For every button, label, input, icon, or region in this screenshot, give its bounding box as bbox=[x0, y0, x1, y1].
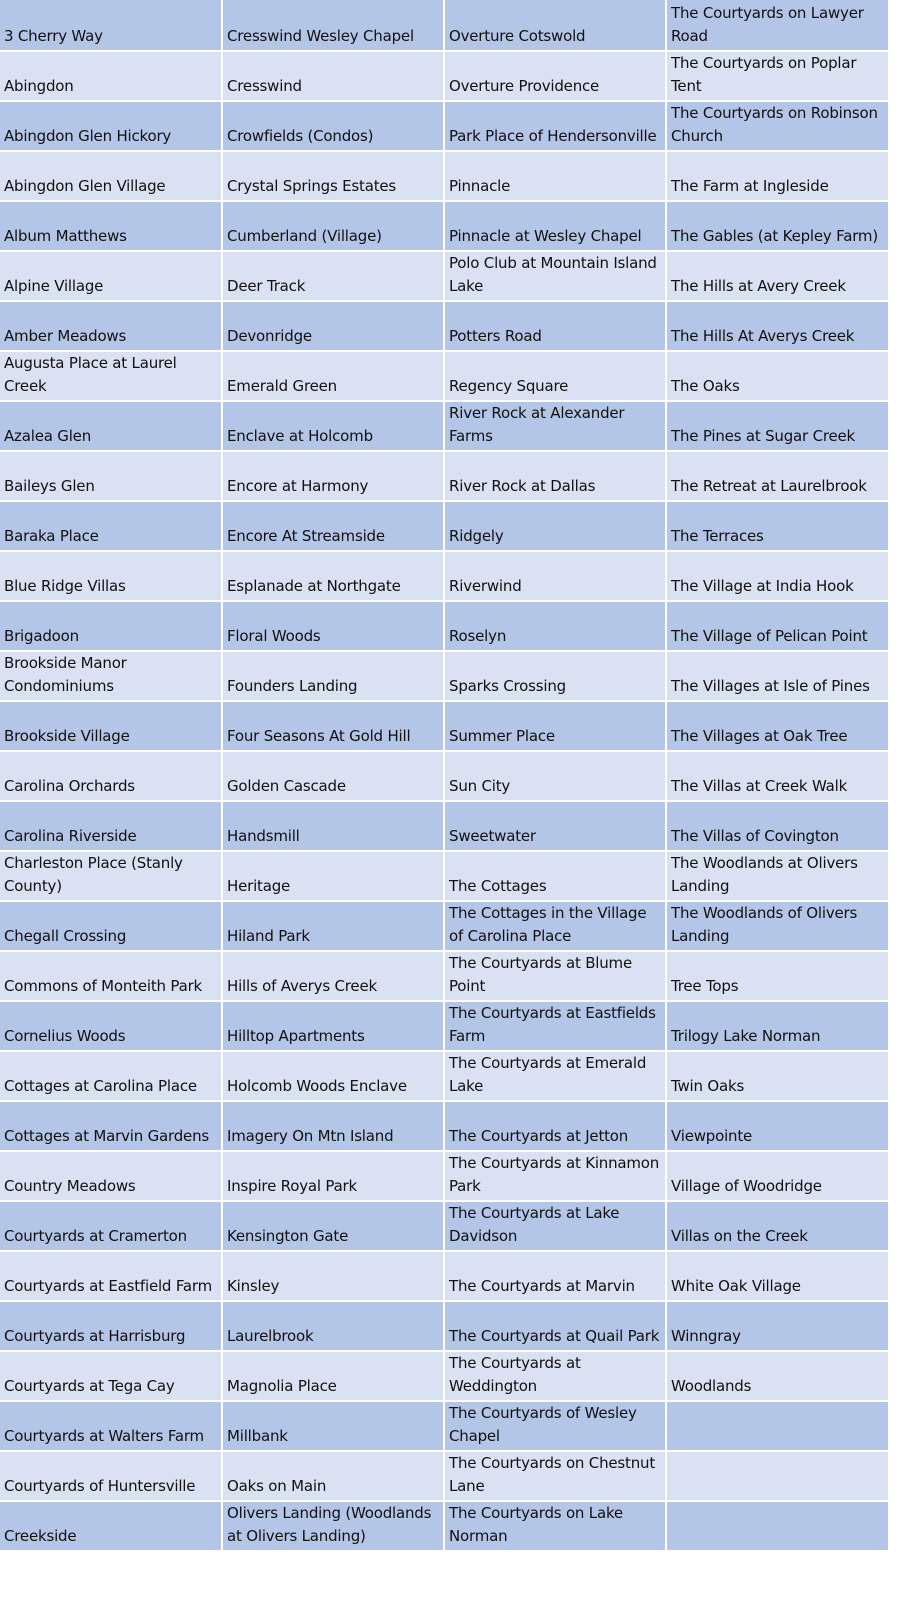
table-cell[interactable]: Holcomb Woods Enclave bbox=[222, 1051, 444, 1101]
table-cell[interactable]: Sparks Crossing bbox=[444, 651, 666, 701]
table-row bbox=[0, 651, 889, 701]
table-cell[interactable]: Blue Ridge Villas bbox=[0, 551, 222, 601]
table-row bbox=[0, 601, 889, 651]
table-cell[interactable]: Cresswind Wesley Chapel bbox=[222, 0, 444, 51]
table-cell[interactable]: Enclave at Holcomb bbox=[222, 401, 444, 451]
table-cell[interactable]: Olivers Landing (Woodlands at Olivers Landing) bbox=[222, 1501, 444, 1551]
table-cell[interactable]: Courtyards at Eastfield Farm bbox=[0, 1251, 222, 1301]
table-cell[interactable]: The Cottages in the Village of Carolina Place bbox=[444, 901, 666, 951]
table-cell[interactable]: Courtyards at Walters Farm bbox=[0, 1401, 222, 1451]
table-cell[interactable]: Brigadoon bbox=[0, 601, 222, 651]
table-cell[interactable]: The Village of Pelican Point bbox=[666, 601, 889, 651]
table-cell[interactable]: Carolina Orchards bbox=[0, 751, 222, 801]
table-row bbox=[0, 151, 889, 201]
table-row bbox=[0, 1251, 889, 1301]
table-cell[interactable]: Abingdon Glen Hickory bbox=[0, 101, 222, 151]
table-cell[interactable]: Millbank bbox=[222, 1401, 444, 1451]
table-cell[interactable]: Potters Road bbox=[444, 301, 666, 351]
table-cell[interactable]: The Gables (at Kepley Farm) bbox=[666, 201, 889, 251]
table-cell[interactable]: Baileys Glen bbox=[0, 451, 222, 501]
table-cell[interactable]: Magnolia Place bbox=[222, 1351, 444, 1401]
table-cell[interactable]: Four Seasons At Gold Hill bbox=[222, 701, 444, 751]
table-cell[interactable]: River Rock at Alexander Farms bbox=[444, 401, 666, 451]
table-row bbox=[0, 901, 889, 951]
table-cell[interactable]: Crowfields (Condos) bbox=[222, 101, 444, 151]
table-cell[interactable]: Hills of Averys Creek bbox=[222, 951, 444, 1001]
table-cell[interactable]: The Villas at Creek Walk bbox=[666, 751, 889, 801]
table-cell[interactable]: Emerald Green bbox=[222, 351, 444, 401]
table-cell[interactable]: Charleston Place (Stanly County) bbox=[0, 851, 222, 901]
table-cell[interactable]: Twin Oaks bbox=[666, 1051, 889, 1101]
table-cell[interactable]: The Courtyards on Chestnut Lane bbox=[444, 1451, 666, 1501]
table-cell[interactable]: Inspire Royal Park bbox=[222, 1151, 444, 1201]
table-cell[interactable]: Cresswind bbox=[222, 51, 444, 101]
table-cell[interactable]: Tree Tops bbox=[666, 951, 889, 1001]
table-cell[interactable]: Album Matthews bbox=[0, 201, 222, 251]
table-cell[interactable]: Encore at Harmony bbox=[222, 451, 444, 501]
table-cell[interactable]: Creekside bbox=[0, 1501, 222, 1551]
table-cell[interactable]: Cottages at Marvin Gardens bbox=[0, 1101, 222, 1151]
table-cell[interactable]: The Courtyards at Emerald Lake bbox=[444, 1051, 666, 1101]
table-cell[interactable]: Golden Cascade bbox=[222, 751, 444, 801]
table-cell[interactable]: Esplanade at Northgate bbox=[222, 551, 444, 601]
table-cell[interactable]: Roselyn bbox=[444, 601, 666, 651]
table-cell[interactable]: Baraka Place bbox=[0, 501, 222, 551]
table-cell[interactable]: Pinnacle bbox=[444, 151, 666, 201]
table-cell[interactable]: Summer Place bbox=[444, 701, 666, 751]
table-cell[interactable]: Villas on the Creek bbox=[666, 1201, 889, 1251]
table-cell[interactable]: The Village at India Hook bbox=[666, 551, 889, 601]
table-row bbox=[0, 701, 889, 751]
table-cell[interactable]: Courtyards of Huntersville bbox=[0, 1451, 222, 1501]
table-cell[interactable]: Alpine Village bbox=[0, 251, 222, 301]
table-row bbox=[0, 451, 889, 501]
table-cell[interactable]: Brookside Manor Condominiums bbox=[0, 651, 222, 701]
table-cell[interactable]: Village of Woodridge bbox=[666, 1151, 889, 1201]
table-cell[interactable]: Heritage bbox=[222, 851, 444, 901]
table-cell[interactable]: The Villages at Oak Tree bbox=[666, 701, 889, 751]
table-cell[interactable]: Azalea Glen bbox=[0, 401, 222, 451]
table-cell[interactable]: Trilogy Lake Norman bbox=[666, 1001, 889, 1051]
table-cell[interactable] bbox=[666, 1501, 889, 1551]
table-cell[interactable]: Polo Club at Mountain Island Lake bbox=[444, 251, 666, 301]
table-cell[interactable]: Abingdon Glen Village bbox=[0, 151, 222, 201]
table-cell[interactable]: Handsmill bbox=[222, 801, 444, 851]
table-row bbox=[0, 1001, 889, 1051]
table-cell[interactable]: Kinsley bbox=[222, 1251, 444, 1301]
table-cell[interactable]: Oaks on Main bbox=[222, 1451, 444, 1501]
table-cell[interactable]: The Courtyards on Robinson Church bbox=[666, 101, 889, 151]
table-cell[interactable]: Park Place of Hendersonville bbox=[444, 101, 666, 151]
table-cell[interactable]: The Courtyards on Poplar Tent bbox=[666, 51, 889, 101]
table-row bbox=[0, 551, 889, 601]
table-row bbox=[0, 751, 889, 801]
table-cell[interactable]: White Oak Village bbox=[666, 1251, 889, 1301]
table-row bbox=[0, 1351, 889, 1401]
table-cell[interactable]: Abingdon bbox=[0, 51, 222, 101]
table-cell[interactable]: Carolina Riverside bbox=[0, 801, 222, 851]
table-cell[interactable] bbox=[666, 1451, 889, 1501]
table-cell[interactable]: The Cottages bbox=[444, 851, 666, 901]
table-cell[interactable]: Country Meadows bbox=[0, 1151, 222, 1201]
table-row bbox=[0, 0, 889, 51]
table-row bbox=[0, 101, 889, 151]
table-cell[interactable]: Overture Cotswold bbox=[444, 0, 666, 51]
table-row bbox=[0, 301, 889, 351]
table-cell[interactable]: Founders Landing bbox=[222, 651, 444, 701]
table-cell[interactable]: Chegall Crossing bbox=[0, 901, 222, 951]
table-cell[interactable]: Sun City bbox=[444, 751, 666, 801]
table-cell[interactable]: The Courtyards at Quail Park bbox=[444, 1301, 666, 1351]
table-cell[interactable]: Laurelbrook bbox=[222, 1301, 444, 1351]
table-cell[interactable]: The Courtyards on Lawyer Road bbox=[666, 0, 889, 51]
table-cell[interactable]: The Pines at Sugar Creek bbox=[666, 401, 889, 451]
table-row bbox=[0, 501, 889, 551]
table-cell[interactable]: The Courtyards at Marvin bbox=[444, 1251, 666, 1301]
table-row bbox=[0, 1451, 889, 1501]
table-cell[interactable]: Overture Providence bbox=[444, 51, 666, 101]
table-cell[interactable]: Courtyards at Harrisburg bbox=[0, 1301, 222, 1351]
table-cell[interactable] bbox=[666, 1401, 889, 1451]
table-cell[interactable]: The Courtyards at Jetton bbox=[444, 1101, 666, 1151]
table-row bbox=[0, 951, 889, 1001]
table-cell[interactable]: The Courtyards on Lake Norman bbox=[444, 1501, 666, 1551]
table-row bbox=[0, 51, 889, 101]
table-cell[interactable]: Cottages at Carolina Place bbox=[0, 1051, 222, 1101]
table-cell[interactable]: The Woodlands of Olivers Landing bbox=[666, 901, 889, 951]
table-cell[interactable]: Crystal Springs Estates bbox=[222, 151, 444, 201]
table-row bbox=[0, 1151, 889, 1201]
table-cell[interactable]: The Farm at Ingleside bbox=[666, 151, 889, 201]
table-row bbox=[0, 801, 889, 851]
table-row bbox=[0, 1401, 889, 1451]
table-cell[interactable]: Courtyards at Cramerton bbox=[0, 1201, 222, 1251]
table-cell[interactable]: Deer Track bbox=[222, 251, 444, 301]
table-cell[interactable]: Hiland Park bbox=[222, 901, 444, 951]
table-cell[interactable]: Viewpointe bbox=[666, 1101, 889, 1151]
table-cell[interactable]: Cornelius Woods bbox=[0, 1001, 222, 1051]
table-cell[interactable]: Pinnacle at Wesley Chapel bbox=[444, 201, 666, 251]
table-row bbox=[0, 1101, 889, 1151]
table-cell[interactable]: The Hills at Avery Creek bbox=[666, 251, 889, 301]
table-cell[interactable]: Floral Woods bbox=[222, 601, 444, 651]
table-cell[interactable]: The Retreat at Laurelbrook bbox=[666, 451, 889, 501]
table-cell[interactable]: River Rock at Dallas bbox=[444, 451, 666, 501]
table-cell[interactable]: Amber Meadows bbox=[0, 301, 222, 351]
table-cell[interactable]: Sweetwater bbox=[444, 801, 666, 851]
table-cell[interactable]: The Oaks bbox=[666, 351, 889, 401]
table-cell[interactable]: Woodlands bbox=[666, 1351, 889, 1401]
table-cell[interactable]: 3 Cherry Way bbox=[0, 0, 222, 51]
table-row bbox=[0, 1201, 889, 1251]
table-row bbox=[0, 1301, 889, 1351]
table-cell[interactable]: The Villas of Covington bbox=[666, 801, 889, 851]
table-row bbox=[0, 201, 889, 251]
table-cell[interactable]: The Courtyards at Blume Point bbox=[444, 951, 666, 1001]
table-cell[interactable]: Hilltop Apartments bbox=[222, 1001, 444, 1051]
table-cell[interactable]: The Courtyards at Eastfields Farm bbox=[444, 1001, 666, 1051]
table-cell[interactable]: Imagery On Mtn Island bbox=[222, 1101, 444, 1151]
table-cell[interactable]: Ridgely bbox=[444, 501, 666, 551]
table-cell[interactable]: Riverwind bbox=[444, 551, 666, 601]
table-row bbox=[0, 251, 889, 301]
table-row bbox=[0, 851, 889, 901]
table-cell[interactable]: Augusta Place at Laurel Creek bbox=[0, 351, 222, 401]
table-row bbox=[0, 1501, 889, 1551]
table-cell[interactable]: The Courtyards at Weddington bbox=[444, 1351, 666, 1401]
table-cell[interactable]: Kensington Gate bbox=[222, 1201, 444, 1251]
table-row bbox=[0, 401, 889, 451]
table-cell[interactable]: The Courtyards of Wesley Chapel bbox=[444, 1401, 666, 1451]
table-cell[interactable]: The Woodlands at Olivers Landing bbox=[666, 851, 889, 901]
table-cell[interactable]: Regency Square bbox=[444, 351, 666, 401]
table-row bbox=[0, 351, 889, 401]
table-cell[interactable]: Devonridge bbox=[222, 301, 444, 351]
table-cell[interactable]: Courtyards at Tega Cay bbox=[0, 1351, 222, 1401]
table-cell[interactable]: The Courtyards at Kinnamon Park bbox=[444, 1151, 666, 1201]
table-cell[interactable]: The Hills At Averys Creek bbox=[666, 301, 889, 351]
table-row bbox=[0, 1051, 889, 1101]
table-cell[interactable]: Cumberland (Village) bbox=[222, 201, 444, 251]
table-cell[interactable]: Commons of Monteith Park bbox=[0, 951, 222, 1001]
table-cell[interactable]: The Terraces bbox=[666, 501, 889, 551]
table-cell[interactable]: The Villages at Isle of Pines bbox=[666, 651, 889, 701]
table-cell[interactable]: Encore At Streamside bbox=[222, 501, 444, 551]
table-cell[interactable]: Winngray bbox=[666, 1301, 889, 1351]
table-cell[interactable]: The Courtyards at Lake Davidson bbox=[444, 1201, 666, 1251]
table-cell[interactable]: Brookside Village bbox=[0, 701, 222, 751]
